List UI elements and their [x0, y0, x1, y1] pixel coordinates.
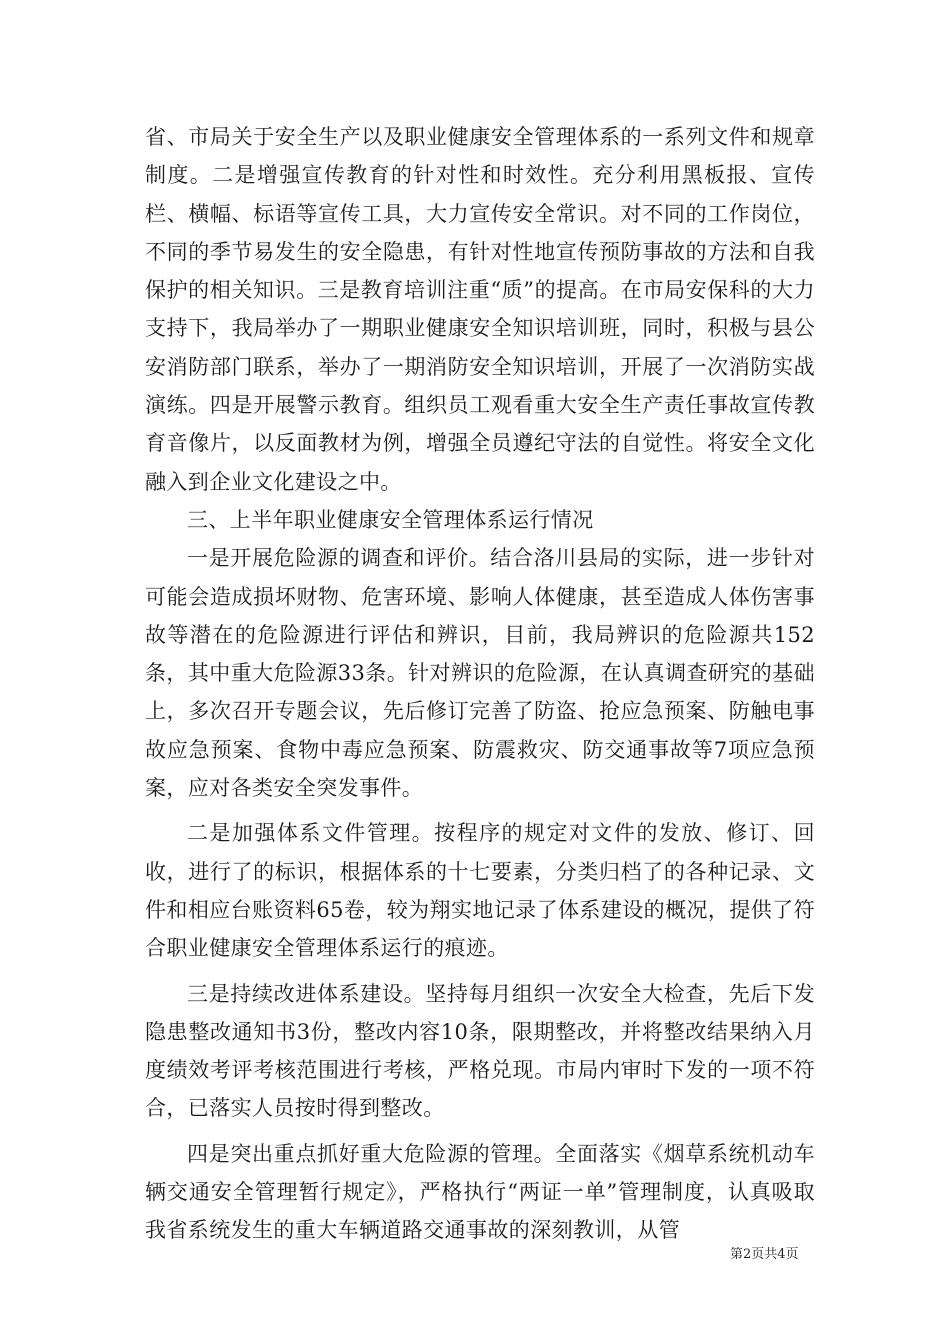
paragraph-major-hazard-management: 四是突出重点抓好重大危险源的管理。全面落实《烟草系统机动车辆交通安全管理暂行规定》，严格执行“两证一单”管理制度，认真吸取我省系统发生的重大车辆道路交通事故的深刻教训，从管 — [145, 1141, 815, 1243]
paragraph-document-management: 二是加强体系文件管理。按程序的规定对文件的发放、修订、回收，进行了的标识，根据体系的十七要素，分类归档了的各种记录、文件和相应台账资料65卷，较为翔实地记录了体系建设的概况，提供了符合职业健康安全管理体系运行的痕迹。 — [145, 821, 815, 961]
paragraph-continuous-improvement: 三是持续改进体系建设。坚持每月组织一次安全大检查，先后下发隐患整改通知书3份，整改内容10条，限期整改，并将整改结果纳入月度绩效考评考核范围进行考核，严格兑现。市局内审时下发的一项不符合，已落实人员按时得到整改。 — [145, 981, 815, 1121]
page-number-footer: 第2页共4页 — [730, 1247, 799, 1262]
paragraph-publicity-education: 省、市局关于安全生产以及职业健康安全管理体系的一系列文件和规章制度。二是增强宣传教育的针对性和时效性。充分利用黑板报、宣传栏、横幅、标语等宣传工具，大力宣传安全常识。对不同的工作岗位，不同的季节易发生的安全隐患，有针对性地宣传预防事故的方法和自我保护的相关知识。三是教育培训注重“质”的提高。在市局安保科的大力支持下，我局举办了一期职业健康安全知识培训班，同时，积极与县公安消防部门联系，举办了一期消防安全知识培训，开展了一次消防实战演练。四是开展警示教育。组织员工观看重大安全生产责任事故宣传教育音像片，以反面教材为例，增强全员遵纪守法的自觉性。将安全文化融入到企业文化建设之中。 — [145, 125, 815, 494]
document-body — [145, 118, 815, 1250]
paragraph-hazard-survey: 一是开展危险源的调查和评价。结合洛川县局的实际，进一步针对可能会造成损坏财物、危害环境、影响人体健康，甚至造成人体伤害事故等潜在的危险源进行评估和辨识，目前，我局辨识的危险源共152条，其中重大危险源33条。针对辨识的危险源，在认真调查研究的基础上，多次召开专题会议，先后修订完善了防盗、抢应急预案、防触电事故应急预案、食物中毒应急预案、防震救灾、防交通事故等7项应急预案，应对各类安全突发事件。 — [145, 546, 815, 801]
section-heading-system-operation: 三、上半年职业健康安全管理体系运行情况 — [187, 507, 594, 532]
